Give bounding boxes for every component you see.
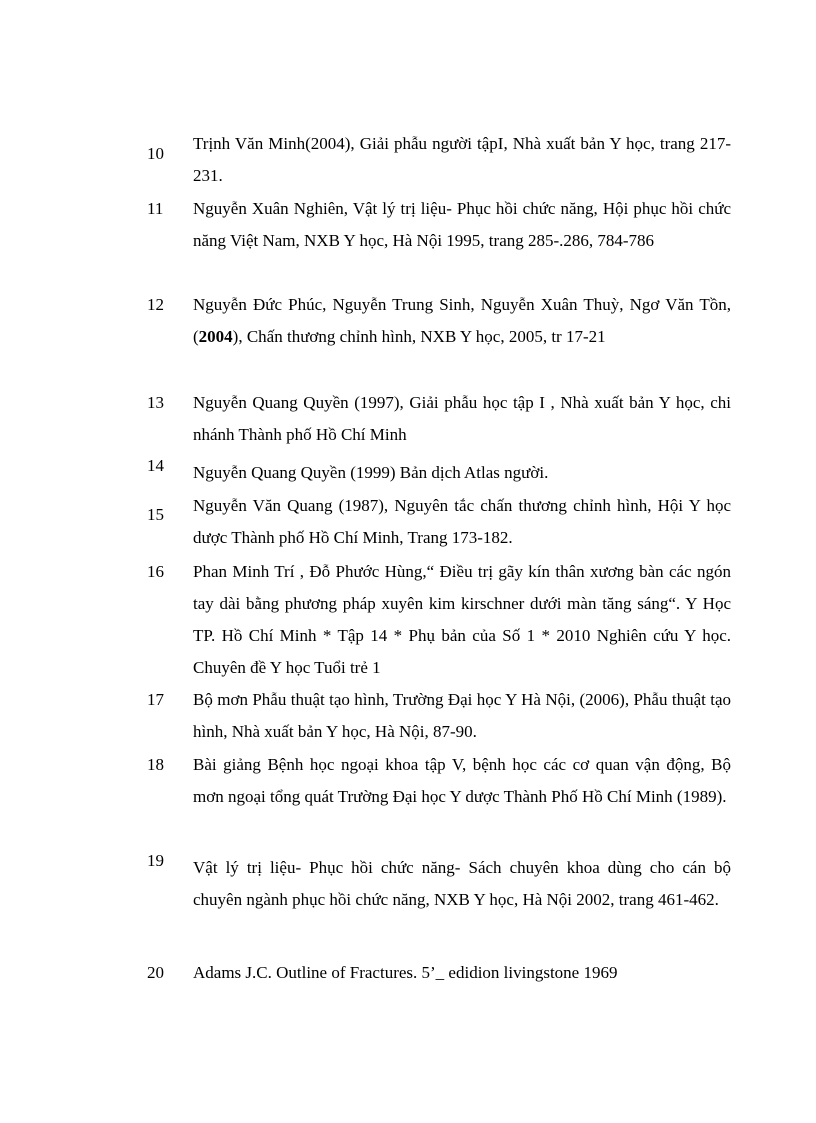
reference-text: Vật lý trị liệu- Phục hồi chức năng- Sách chuyên khoa dùng cho cán bộ chuyên ngành phục hồi chức năng, NXB Y học, Hà Nội 2002, trang 461-462. [193,858,731,909]
reference-number: 14 [147,456,164,475]
reference-number: 13 [147,393,164,412]
reference-number: 10 [147,144,164,163]
reference-text: Nguyễn Quang Quyền (1997), Giải phẫu học tập I , Nhà xuất bản Y học, chi nhánh Thành phố Hồ Chí Minh [193,393,731,444]
reference-text: Nguyễn Quang Quyền (1999) Bản dịch Atlas người. [193,463,549,482]
reference-number: 18 [147,755,164,774]
reference-number: 11 [147,199,164,218]
reference-text: Phan Minh Trí , Đỗ Phước Hùng,“ Điều trị gãy kín thân xương bàn các ngón tay dài bằng phương pháp xuyên kim kirschner dưới màn tăng sáng“. Y Học TP. Hồ Chí Minh * Tập 14 * Phụ bản của Số 1 * 2010 Nghiên cứu Y học. Chuyên đề Y học Tuổi trẻ 1 [193,562,731,677]
reference-text: Trịnh Văn Minh(2004), Giải phẫu người tậpI, Nhà xuất bản Y học, trang 217-231. [193,134,731,185]
reference-year-bold: 2004 [198,327,233,346]
reference-text: Bộ mơn Phẫu thuật tạo hình, Trường Đại học Y Hà Nội, (2006), Phẫu thuật tạo hình, Nhà xuất bản Y học, Hà Nội, 87-90. [193,690,731,741]
reference-text: Adams J.C. Outline of Fractures. 5’_ edidion livingstone 1969 [193,963,618,982]
reference-number: 17 [147,690,164,709]
reference-text [193,289,731,353]
reference-number: 15 [147,505,164,524]
reference-text: Nguyễn Văn Quang (1987), Nguyên tắc chấn thương chỉnh hình, Hội Y học dược Thành phố Hồ Chí Minh, Trang 173-182. [193,496,731,547]
reference-number: 12 [147,295,164,314]
reference-number: 16 [147,562,164,581]
reference-text-part: ), Chấn thương chỉnh hình, NXB Y học, 2005, tr 17-21 [232,327,606,346]
reference-text: Bài giảng Bệnh học ngoại khoa tập V, bệnh học các cơ quan vận động, Bộ mơn ngoại tổng quát Trường Đại học Y dược Thành Phố Hồ Chí Minh (1989). [193,755,731,806]
reference-number: 19 [147,851,164,870]
reference-text-part: Nguyễn Đức Phúc, Nguyễn Trung Sinh, Nguyễn Xuân Thuỳ, Ngơ Văn Tồn, ( [193,295,731,346]
reference-text: Nguyễn Xuân Nghiên, Vật lý trị liệu- Phục hồi chức năng, Hội phục hồi chức năng Việt Nam, NXB Y học, Hà Nội 1995, trang 285-.286, 784-786 [193,199,731,250]
reference-number: 20 [147,963,164,982]
